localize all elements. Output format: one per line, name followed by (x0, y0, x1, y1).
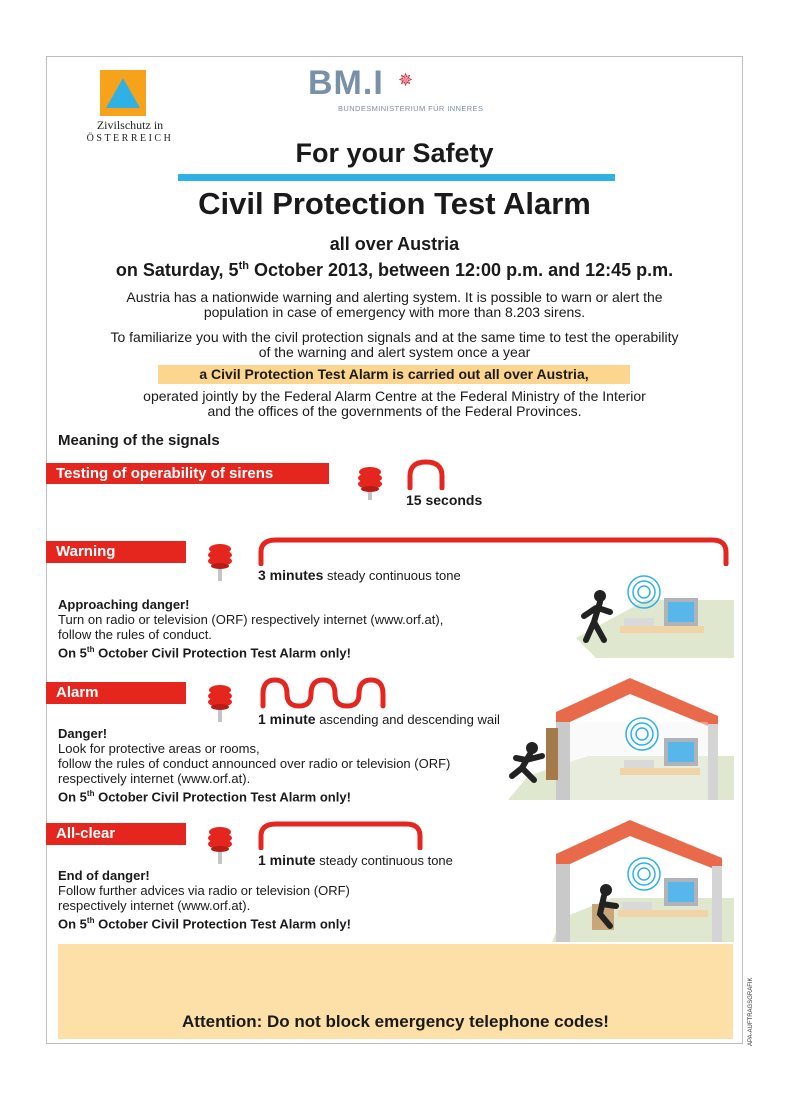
subtitle-austria: all over Austria (329, 234, 460, 254)
test-duration: 15 seconds (406, 492, 483, 508)
siren-icon (208, 826, 244, 866)
warning-head: Approaching danger! (58, 597, 190, 612)
allclear-head: End of danger! (58, 868, 150, 883)
warning-duration-line (258, 567, 461, 583)
intro-p3-line1: operated jointly by the Federal Alarm Centre at the Federal Ministry of the Interior (143, 388, 646, 404)
warning-label: Warning (46, 541, 186, 563)
warning-line2: follow the rules of conduct. (58, 627, 212, 642)
alarm-duration-line (258, 711, 500, 727)
siren-icon (208, 543, 244, 583)
intro-p2-line2: of the warning and alert system once a year (258, 344, 531, 360)
warning-only (58, 642, 498, 660)
eagle-icon: ✵ (398, 70, 414, 90)
bmi-subtitle: BUNDESMINISTERIUM FÜR INNERES (338, 104, 484, 113)
allclear-only-sup: th (86, 916, 95, 925)
warning-only-post: October Civil Protection Test Alarm only! (94, 645, 351, 661)
allclear-tone: steady continuous tone (315, 853, 453, 868)
date-pre: on Saturday, 5 (115, 260, 239, 280)
alarm-line1: Look for protective areas or rooms, (58, 741, 260, 756)
blue-divider (178, 174, 615, 181)
allclear-only-post: October Civil Protection Test Alarm only! (94, 916, 351, 932)
alarm-only-pre: On 5 (58, 789, 87, 805)
alarm-only-post: October Civil Protection Test Alarm only! (94, 789, 351, 805)
intro-paragraph-1 (46, 290, 743, 320)
intro-paragraph-2 (46, 330, 743, 360)
allclear-line2: respectively internet (www.orf.at). (58, 898, 251, 913)
allclear-house-illustration (552, 818, 734, 942)
siren-icon (208, 684, 244, 724)
warning-illustration (556, 570, 734, 658)
warning-duration: 3 minutes (258, 567, 324, 583)
triangle-icon (100, 70, 146, 116)
intro-p3-line2: and the offices of the governments of the Federal Provinces. (207, 403, 582, 419)
signals-heading: Meaning of the signals (58, 432, 220, 449)
warning-line1: Turn on radio or television (ORF) respectively internet (www.orf.at), (58, 612, 444, 627)
alarm-only-sup: th (86, 789, 95, 798)
attention-text: Attention: Do not block emergency telephone codes! (182, 1012, 609, 1031)
alarm-line3: respectively internet (www.orf.at). (58, 771, 251, 786)
short-tone-icon (404, 458, 450, 490)
allclear-line1: Follow further advices via radio or television (ORF) (58, 883, 350, 898)
steady-tone-icon (256, 818, 426, 850)
zivilschutz-line1: Zivilschutz in (96, 118, 164, 132)
alarm-head: Danger! (58, 726, 108, 741)
safety-heading: For your Safety (295, 138, 494, 168)
steady-tone-icon (256, 534, 732, 566)
alarm-tone: ascending and descending wail (315, 712, 500, 727)
allclear-label: All-clear (46, 823, 186, 845)
intro-paragraph-3 (46, 389, 743, 419)
date-sup: th (238, 260, 249, 272)
allclear-only (58, 913, 498, 931)
zivilschutz-line2: ÖSTERREICH (86, 133, 174, 144)
warning-only-pre: On 5 (58, 645, 87, 661)
alarm-label: Alarm (46, 682, 186, 704)
alarm-duration: 1 minute (258, 711, 316, 727)
alarm-house-illustration (508, 676, 734, 800)
date-post: October 2013, between 12:00 p.m. and 12:45 p.m. (248, 260, 674, 280)
allclear-only-pre: On 5 (58, 916, 87, 932)
zivilschutz-logo (100, 70, 146, 116)
subtitle-date (46, 260, 743, 281)
highlight-banner: a Civil Protection Test Alarm is carried out all over Austria, (158, 365, 630, 384)
warning-tone: steady continuous tone (323, 568, 461, 583)
allclear-duration: 1 minute (258, 852, 316, 868)
alarm-line2: follow the rules of conduct announced over radio or television (ORF) (58, 756, 451, 771)
allclear-text (58, 868, 498, 931)
intro-p1-line1: Austria has a nationwide warning and alerting system. It is possible to warn or alert the (126, 289, 663, 305)
intro-p1-line2: population in case of emergency with more than 8.203 sirens. (203, 304, 586, 320)
warning-only-sup: th (86, 645, 95, 654)
alarm-text (58, 726, 518, 804)
wail-tone-icon (258, 674, 388, 710)
test-label: Testing of operability of sirens (46, 463, 329, 484)
alarm-only (58, 786, 518, 804)
warning-text (58, 597, 498, 660)
page-title: Civil Protection Test Alarm (198, 186, 591, 221)
credit-text: APA-AUFTRAGSGRAFIK (748, 977, 754, 1046)
bmi-logo-text: BM.I (308, 64, 384, 102)
allclear-duration-line (258, 852, 453, 868)
siren-icon (358, 466, 394, 500)
intro-p2-line1: To familiarize you with the civil protection signals and at the same time to test the operability (110, 329, 679, 345)
